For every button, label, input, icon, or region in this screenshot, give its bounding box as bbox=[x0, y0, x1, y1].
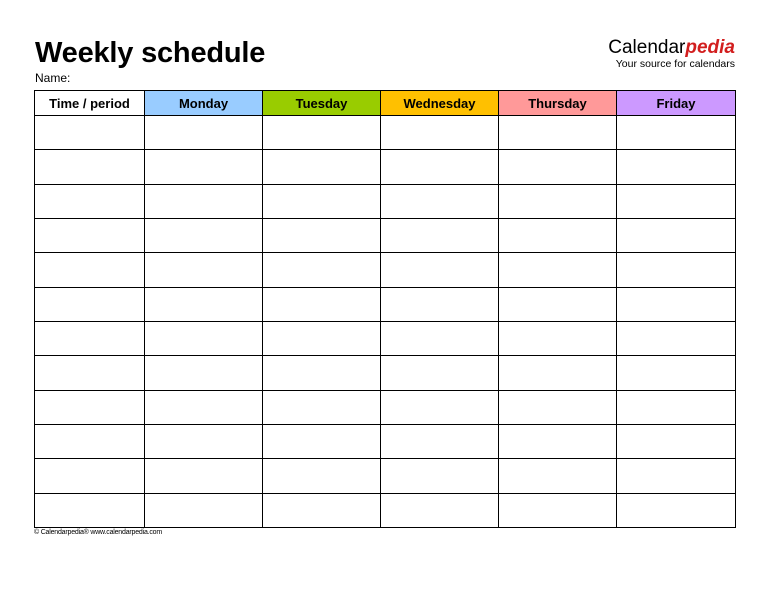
column-header-wednesday: Wednesday bbox=[381, 91, 499, 116]
schedule-row bbox=[35, 218, 736, 252]
schedule-cell[interactable] bbox=[263, 356, 381, 390]
schedule-cell[interactable] bbox=[263, 253, 381, 287]
time-cell[interactable] bbox=[35, 253, 145, 287]
brand-name-main: Calendar bbox=[608, 37, 686, 58]
schedule-cell[interactable] bbox=[381, 356, 499, 390]
schedule-cell[interactable] bbox=[145, 116, 263, 150]
schedule-cell[interactable] bbox=[381, 493, 499, 527]
column-header-time: Time / period bbox=[35, 91, 145, 116]
schedule-cell[interactable] bbox=[617, 493, 736, 527]
schedule-cell[interactable] bbox=[263, 184, 381, 218]
time-cell[interactable] bbox=[35, 287, 145, 321]
schedule-cell[interactable] bbox=[145, 390, 263, 424]
schedule-cell[interactable] bbox=[617, 287, 736, 321]
schedule-cell[interactable] bbox=[381, 287, 499, 321]
schedule-cell[interactable] bbox=[263, 390, 381, 424]
schedule-cell[interactable] bbox=[499, 218, 617, 252]
schedule-cell[interactable] bbox=[499, 356, 617, 390]
time-cell[interactable] bbox=[35, 116, 145, 150]
schedule-cell[interactable] bbox=[499, 150, 617, 184]
schedule-cell[interactable] bbox=[145, 356, 263, 390]
schedule-cell[interactable] bbox=[381, 116, 499, 150]
time-cell[interactable] bbox=[35, 321, 145, 355]
schedule-cell[interactable] bbox=[145, 321, 263, 355]
schedule-cell[interactable] bbox=[263, 459, 381, 493]
schedule-cell[interactable] bbox=[381, 321, 499, 355]
schedule-cell[interactable] bbox=[145, 184, 263, 218]
schedule-cell[interactable] bbox=[617, 321, 736, 355]
schedule-cell[interactable] bbox=[617, 459, 736, 493]
header-row bbox=[35, 91, 736, 116]
time-cell[interactable] bbox=[35, 218, 145, 252]
time-cell[interactable] bbox=[35, 424, 145, 458]
schedule-table bbox=[34, 90, 736, 528]
schedule-row bbox=[35, 321, 736, 355]
schedule-cell[interactable] bbox=[263, 493, 381, 527]
schedule-cell[interactable] bbox=[381, 253, 499, 287]
schedule-cell[interactable] bbox=[617, 356, 736, 390]
column-header-friday: Friday bbox=[617, 91, 736, 116]
schedule-cell[interactable] bbox=[145, 287, 263, 321]
time-cell[interactable] bbox=[35, 150, 145, 184]
schedule-cell[interactable] bbox=[617, 390, 736, 424]
schedule-cell[interactable] bbox=[617, 116, 736, 150]
schedule-row bbox=[35, 390, 736, 424]
schedule-cell[interactable] bbox=[499, 459, 617, 493]
schedule-cell[interactable] bbox=[381, 390, 499, 424]
brand-name-accent: pedia bbox=[685, 37, 735, 58]
schedule-cell[interactable] bbox=[381, 150, 499, 184]
time-cell[interactable] bbox=[35, 390, 145, 424]
schedule-cell[interactable] bbox=[499, 287, 617, 321]
schedule-cell[interactable] bbox=[499, 116, 617, 150]
footer-copyright: © Calendarpedia® www.calendarpedia.com bbox=[34, 529, 163, 536]
column-header-tuesday: Tuesday bbox=[263, 91, 381, 116]
schedule-row bbox=[35, 253, 736, 287]
schedule-cell[interactable] bbox=[381, 459, 499, 493]
name-label: Name: bbox=[35, 71, 71, 85]
schedule-cell[interactable] bbox=[499, 184, 617, 218]
schedule-row bbox=[35, 184, 736, 218]
schedule-row bbox=[35, 116, 736, 150]
time-cell[interactable] bbox=[35, 493, 145, 527]
schedule-cell[interactable] bbox=[617, 424, 736, 458]
schedule-cell[interactable] bbox=[499, 424, 617, 458]
schedule-cell[interactable] bbox=[499, 493, 617, 527]
schedule-cell[interactable] bbox=[263, 424, 381, 458]
schedule-cell[interactable] bbox=[145, 253, 263, 287]
schedule-cell[interactable] bbox=[263, 116, 381, 150]
schedule-cell[interactable] bbox=[617, 218, 736, 252]
time-cell[interactable] bbox=[35, 459, 145, 493]
schedule-cell[interactable] bbox=[145, 493, 263, 527]
schedule-cell[interactable] bbox=[263, 287, 381, 321]
brand-tagline: Your source for calendars bbox=[615, 58, 735, 70]
schedule-cell[interactable] bbox=[263, 218, 381, 252]
schedule-row bbox=[35, 287, 736, 321]
schedule-row bbox=[35, 150, 736, 184]
time-cell[interactable] bbox=[35, 356, 145, 390]
schedule-cell[interactable] bbox=[381, 184, 499, 218]
schedule-row bbox=[35, 493, 736, 527]
schedule-cell[interactable] bbox=[145, 424, 263, 458]
schedule-cell[interactable] bbox=[499, 253, 617, 287]
schedule-cell[interactable] bbox=[381, 424, 499, 458]
time-cell[interactable] bbox=[35, 184, 145, 218]
schedule-cell[interactable] bbox=[381, 218, 499, 252]
schedule-cell[interactable] bbox=[145, 459, 263, 493]
brand-name bbox=[608, 38, 735, 58]
schedule-cell[interactable] bbox=[263, 150, 381, 184]
column-header-thursday: Thursday bbox=[499, 91, 617, 116]
schedule-cell[interactable] bbox=[499, 390, 617, 424]
schedule-cell[interactable] bbox=[263, 321, 381, 355]
schedule-row bbox=[35, 356, 736, 390]
schedule-cell[interactable] bbox=[617, 150, 736, 184]
schedule-body bbox=[35, 116, 736, 528]
schedule-cell[interactable] bbox=[499, 321, 617, 355]
brand-logo bbox=[608, 38, 735, 70]
schedule-cell[interactable] bbox=[145, 218, 263, 252]
page-title: Weekly schedule bbox=[35, 37, 266, 69]
column-header-monday: Monday bbox=[145, 91, 263, 116]
schedule-cell[interactable] bbox=[145, 150, 263, 184]
schedule-cell[interactable] bbox=[617, 253, 736, 287]
schedule-cell[interactable] bbox=[617, 184, 736, 218]
schedule-row bbox=[35, 424, 736, 458]
schedule-row bbox=[35, 459, 736, 493]
